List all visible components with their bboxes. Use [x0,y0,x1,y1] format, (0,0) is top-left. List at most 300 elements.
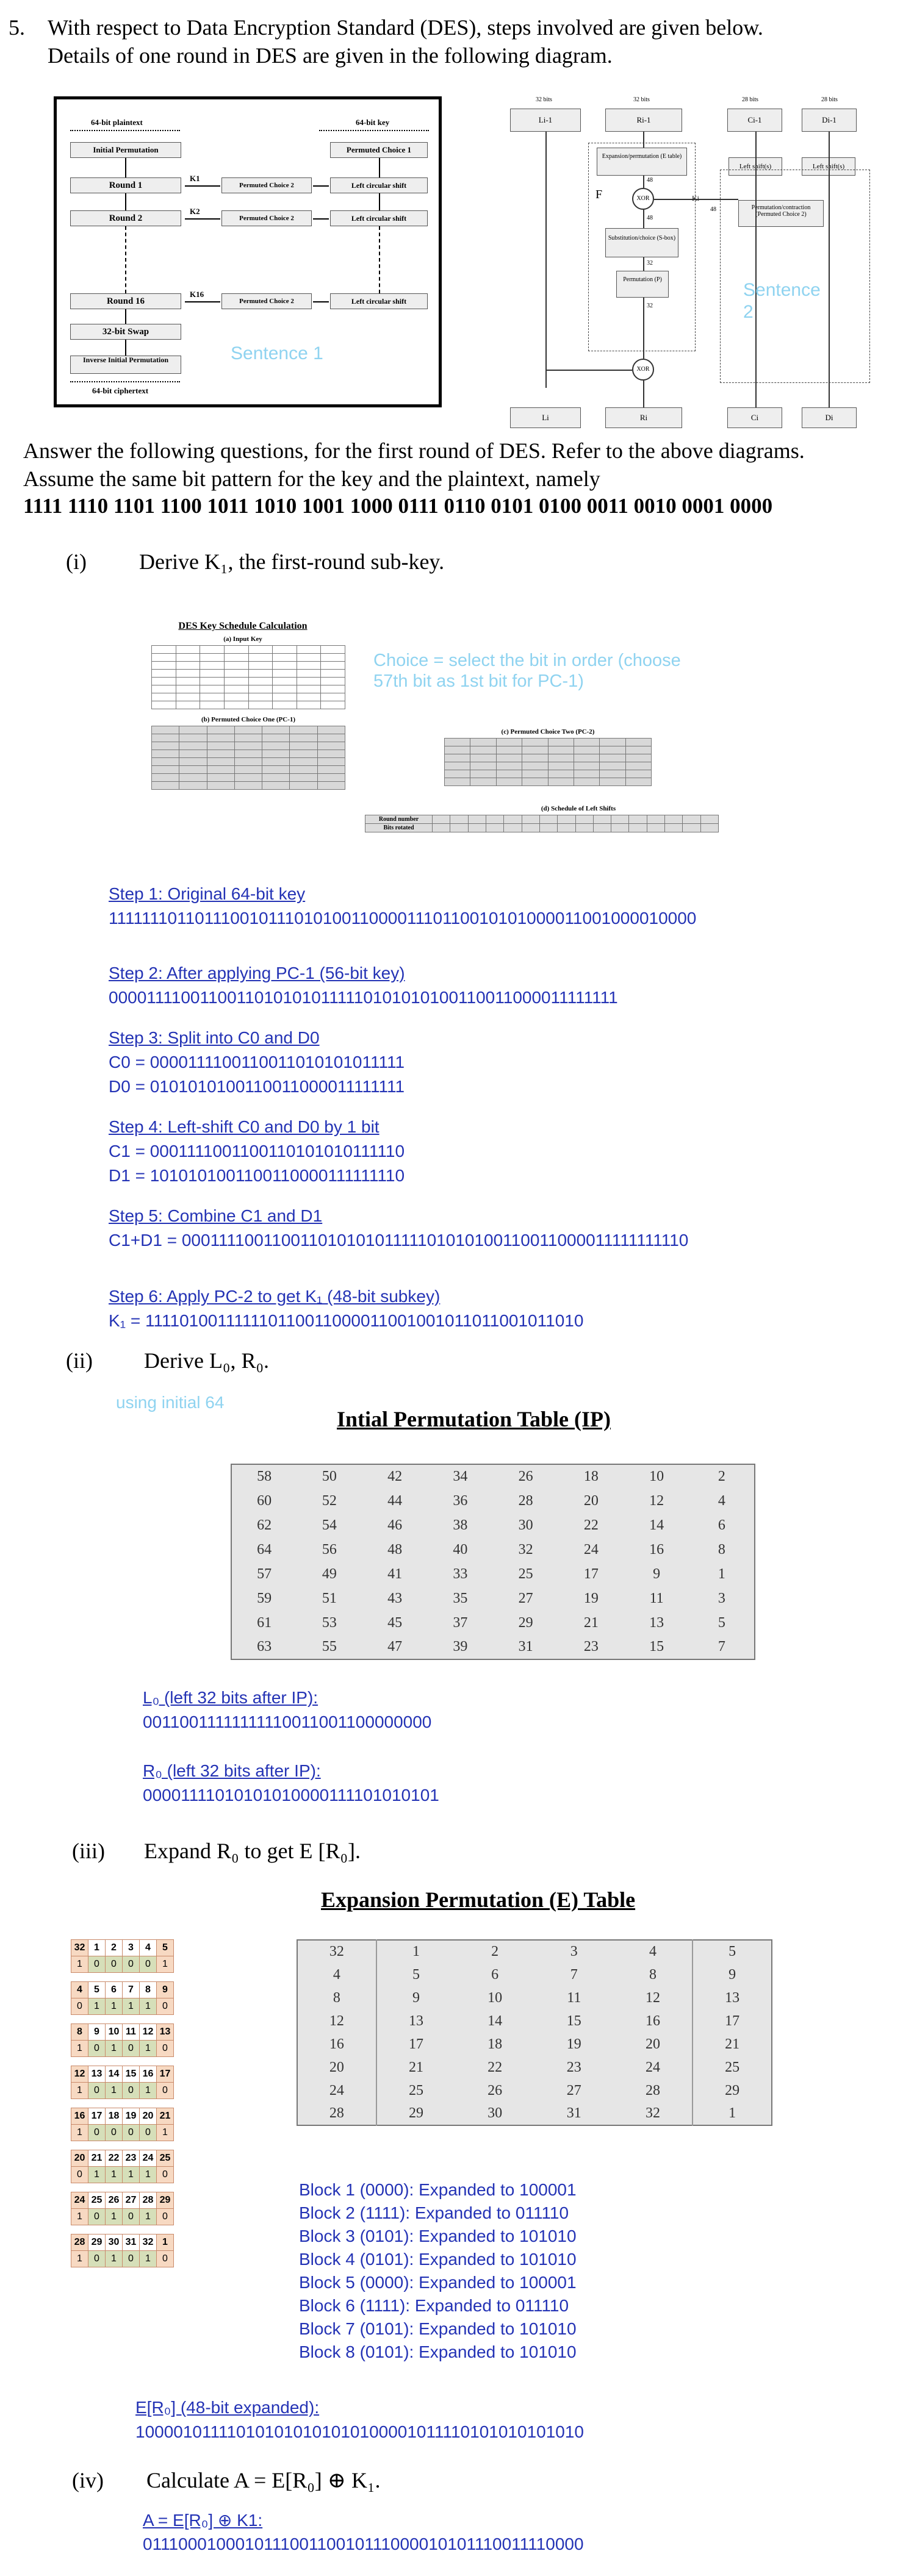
bit-position-cell: 10 [106,2024,123,2041]
bit-value-cell: 1 [71,2125,88,2141]
er0-heading: E[R₀] (48-bit expanded): [135,2398,320,2417]
ip-table [231,1464,755,1660]
bit-position-cell: 16 [71,2108,88,2125]
step-heading: Step 3: Split into C0 and D0 [109,1028,320,1047]
e-row [297,1986,772,2009]
schedule-cell [496,770,522,778]
left-shift-c-box: Left shift(s) [729,157,782,176]
ip-cell: 1 [718,1565,725,1582]
bit-value-cell: 1 [157,1956,174,1973]
e-cell: 4 [614,1940,693,1963]
left-shift-box-16: Left circular shift [330,293,428,309]
schedule-cell [176,685,200,693]
k1-label: K1 [190,174,200,183]
schedule-cell [445,778,470,786]
ip-row [231,1562,755,1586]
bit-value-cell: 0 [88,2041,106,2057]
schedule-cell [273,670,297,678]
schedule-cell [625,754,651,762]
schedule-cell [317,782,345,790]
schedule-cell [176,701,200,709]
schedule-cell [522,746,548,754]
part-4-label: (iv) [72,2468,104,2492]
schedule-cell [248,654,273,662]
schedule-cell [234,742,262,750]
ip-cell: 43 [387,1590,403,1606]
e-cell: 12 [297,2009,376,2033]
left-shift-d-box: Left shift(s) [802,157,855,176]
bit-value-cell: 0 [157,2083,174,2099]
schedule-cell [574,770,599,778]
bit-position-cell: 20 [71,2150,88,2167]
e-cell: 28 [614,2079,693,2102]
expansion-blocks [71,1939,174,2276]
permutation-box: Permutation (P) [616,271,669,298]
schedule-cell [152,693,176,701]
e-cell: 24 [297,2079,376,2102]
schedule-cell [297,654,321,662]
schedule-cell [321,654,345,662]
schedule-cell [290,742,317,750]
bit-position-cell: 12 [140,2024,157,2041]
e-cell: 14 [487,2012,503,2029]
schedule-cell [600,739,625,746]
ip-cell: 30 [518,1517,533,1533]
ip-row [231,1586,755,1611]
expansion-block-table [71,2150,174,2183]
ip-cell: 14 [649,1517,664,1533]
ip-row [231,1635,755,1659]
expanded-block-line: Block 8 (0101): Expanded to 101010 [299,2342,577,2361]
ip-cell: 56 [322,1541,337,1558]
bit-position-cell: 21 [157,2108,174,2125]
schedule-cell [297,701,321,709]
expanded-blocks-list [299,2178,577,2364]
schedule-cell [297,678,321,685]
bit-position-cell: 32 [140,2234,157,2251]
e-cell: 7 [570,1966,578,1983]
bit-position-cell: 23 [123,2150,140,2167]
ip-cell: 4 [718,1492,725,1509]
ip-cell: 8 [718,1541,725,1558]
shift-cell [665,815,683,824]
bit-position-cell: 27 [123,2192,140,2209]
schedule-cell [273,654,297,662]
schedule-cell [262,734,290,742]
schedule-cell [207,758,234,766]
e-cell: 1 [729,2105,736,2121]
bit-count-label: 48 [647,177,653,184]
bit-value-cell: 0 [123,2251,140,2267]
schedule-cell [200,693,225,701]
schedule-cell [321,693,345,701]
ip-cell: 33 [453,1565,468,1582]
expansion-block-table [71,2023,174,2057]
shift-cell [450,815,468,824]
shift-cell [700,824,718,832]
schedule-cell [496,746,522,754]
schedule-cell [224,670,248,678]
shift-cell [593,815,611,824]
bit-value-cell: 0 [157,2251,174,2267]
part-3-label: (iii) [72,1839,105,1863]
schedule-cell [548,762,574,770]
bit-position-cell: 17 [88,2108,106,2125]
schedule-cell [273,662,297,670]
schedule-cell [470,754,496,762]
sbox-box: Substitution/choice (S-box) [605,228,678,257]
schedule-cell [176,662,200,670]
schedule-cell [262,782,290,790]
schedule-cell [522,770,548,778]
pc2-box-16: Permuted Choice 2 [221,293,312,309]
e-row [297,1940,772,1963]
schedule-cell [445,746,470,754]
bit-value-cell: 0 [71,1998,88,2015]
bit-value-cell: 0 [88,2209,106,2225]
schedule-cell [317,734,345,742]
expansion-block-table [71,2066,174,2099]
e-cell: 19 [566,2036,581,2052]
ip-cell: 7 [718,1639,725,1655]
expansion-block-table [71,2234,174,2267]
schedule-cell [152,646,176,654]
ip-cell: 26 [518,1469,533,1484]
schedule-cell [224,701,248,709]
shift-cell [629,815,647,824]
schedule-cell [548,770,574,778]
step-value: C1+D1 = 00011110011001101010101111101010100110011000011111111110 [109,1231,689,1250]
schedule-cell [176,654,200,662]
schedule-cell [290,774,317,782]
shift-cell [683,815,700,824]
bit-position-cell: 24 [71,2192,88,2209]
bit-position-cell: 31 [123,2234,140,2251]
schedule-cell [574,746,599,754]
schedule-cell [234,782,262,790]
ip-cell: 12 [649,1492,664,1509]
k16-label: K16 [190,290,204,299]
ip-cell: 3 [718,1590,725,1606]
input-key-caption: (a) Input Key [223,635,262,643]
l-prev-box: Li-1 [510,109,581,132]
schedule-cell [600,778,625,786]
bit-value-cell: 1 [71,1956,88,1973]
c-prev-box: Ci-1 [727,109,782,132]
bit-value-cell: 1 [88,1998,106,2015]
shift-cell [575,824,593,832]
ip-cell: 24 [583,1541,599,1558]
shift-cell [558,815,575,824]
schedule-cell [179,766,207,774]
part-1-label: (i) [66,549,87,574]
schedule-cell [522,754,548,762]
schedule-cell [470,770,496,778]
ip-cell: 40 [453,1541,468,1558]
schedule-cell [234,774,262,782]
ip-cell: 58 [257,1469,272,1484]
bit-position-cell: 22 [106,2150,123,2167]
schedule-cell [248,701,273,709]
c-next-box: Ci [727,407,782,428]
ciphertext-label: 64-bit ciphertext [92,386,149,395]
e-cell: 16 [297,2033,376,2056]
ip-cell: 10 [649,1469,664,1484]
e-table-title: Expansion Permutation (E) Table [321,1887,636,1912]
bit-position-cell: 7 [123,1982,140,1998]
schedule-cell [297,693,321,701]
shift-cell [433,815,450,824]
sentence-2-label: Sentence 2 [743,280,821,322]
ip-cell: 25 [518,1565,533,1582]
e-cell: 3 [570,1944,578,1959]
schedule-cell [262,766,290,774]
schedule-cell [522,778,548,786]
ip-cell: 16 [649,1541,664,1558]
l-next-box: Li [510,407,581,428]
bit-position-cell: 28 [140,2192,157,2209]
part-4-text: Calculate A = E[R₀] ⊕ K₁. [146,2468,381,2492]
schedule-cell [152,766,179,774]
l0-value: 00110011111111110011001100000000 [143,1712,432,1731]
bit-count-label: 32 [647,302,653,309]
schedule-cell [152,750,179,758]
ip-row [231,1537,755,1562]
schedule-cell [445,739,470,746]
schedule-cell [152,701,176,709]
schedule-cell [248,646,273,654]
ip-cell: 52 [322,1492,337,1509]
r-prev-box: Ri-1 [605,109,682,132]
r-next-box: Ri [605,407,682,428]
e-cell: 8 [297,1986,376,2009]
shift-cell [611,815,629,824]
shift-cell [522,824,539,832]
schedule-cell [207,750,234,758]
bit-value-cell: 0 [157,1998,174,2015]
bit-position-cell: 18 [106,2108,123,2125]
bit-value-cell: 1 [106,2209,123,2225]
e-cell: 22 [487,2059,503,2075]
ip-cell: 18 [583,1469,599,1484]
schedule-cell [445,770,470,778]
bit-value-cell: 0 [123,2209,140,2225]
bit-value-cell: 1 [140,2251,157,2267]
e-cell: 21 [725,2036,740,2052]
step-heading: Step 4: Left-shift C0 and D0 by 1 bit [109,1117,380,1136]
schedule-cell [321,678,345,685]
shift-cell [433,824,450,832]
schedule-cell [522,762,548,770]
input-key-table [151,645,345,709]
e-cell: 20 [297,2056,376,2079]
schedule-cell [574,739,599,746]
pc2-contraction-box: Permutation/contraction (Permuted Choice 2) [738,200,824,227]
inverse-ip-box: Inverse Initial Permutation [70,356,181,374]
part-1-text: Derive K₁, the first-round sub-key. [139,549,445,574]
schedule-cell [273,678,297,685]
shift-cell [468,824,486,832]
ip-cell: 34 [453,1469,468,1484]
ip-cell: 44 [387,1492,403,1509]
expansion-block-table [71,1981,174,2015]
bit-value-cell: 0 [140,2125,157,2141]
ip-cell: 37 [453,1614,468,1631]
bit-value-cell: 1 [106,2167,123,2183]
ip-cell: 20 [583,1492,599,1509]
schedule-cell [317,726,345,734]
shift-cell [468,815,486,824]
bit-position-cell: 24 [140,2150,157,2167]
shift-cell [450,824,468,832]
bit-value-cell: 1 [88,2167,106,2183]
ip-cell: 11 [649,1590,664,1606]
e-cell: 20 [614,2033,693,2056]
pc2-box-2: Permuted Choice 2 [221,210,312,226]
ip-cell: 28 [518,1492,533,1509]
ip-cell: 53 [322,1614,337,1631]
e-row [297,2079,772,2102]
schedule-cell [152,678,176,685]
shift-schedule-caption: (d) Schedule of Left Shifts [541,805,616,812]
schedule-cell [207,734,234,742]
step-heading: Step 1: Original 64-bit key [109,884,306,903]
shift-cell [700,815,718,824]
e-cell: 5 [412,1966,420,1983]
ip-cell: 35 [453,1590,468,1606]
step-value: 00001111001100110101010111110101010100110011000011111111 [109,988,618,1007]
expanded-block-line: Block 2 (1111): Expanded to 011110 [299,2203,569,2222]
step-value-2: D0 = 0101010100110011000011111111 [109,1077,405,1096]
e-cell: 32 [614,2102,693,2125]
schedule-cell [248,693,273,701]
schedule-cell [290,782,317,790]
step-value-2: D1 = 1010101001100110000111111110 [109,1166,405,1185]
e-cell: 30 [487,2105,503,2121]
e-cell: 25 [408,2082,423,2098]
schedule-cell [179,758,207,766]
ip-cell: 45 [387,1614,403,1631]
step-value: C1 = 0001111001100110101010111110 [109,1142,405,1161]
answer-intro-2: Assume the same bit pattern for the key and the plaintext, namely [23,467,600,491]
bit-value-cell: 1 [123,1998,140,2015]
schedule-cell [317,774,345,782]
key-label: 64-bit key [356,118,390,127]
bit-value-cell: 1 [140,2167,157,2183]
bit-position-cell: 6 [106,1982,123,1998]
bit-count-label: 48 [647,215,653,221]
f-label: F [595,188,603,201]
expanded-block-line: Block 7 (0101): Expanded to 101010 [299,2319,577,2338]
ip-cell: 2 [718,1469,725,1484]
expansion-block-table [71,2192,174,2225]
round-number-header: Round number [365,815,433,824]
schedule-cell [262,774,290,782]
schedule-cell [200,646,225,654]
e-row [297,1963,772,1986]
e-cell: 15 [566,2012,581,2029]
expanded-block-line: Block 1 (0000): Expanded to 100001 [299,2180,577,2199]
bit-position-cell: 20 [140,2108,157,2125]
bit-value-cell: 0 [157,2167,174,2183]
ip-cell: 55 [322,1639,337,1655]
width-label: 28 bits [821,96,838,103]
schedule-cell [152,742,179,750]
des-overview-figure [54,96,442,407]
schedule-cell [321,670,345,678]
pc1-box: Permuted Choice 1 [330,142,428,158]
schedule-cell [234,750,262,758]
schedule-cell [200,662,225,670]
step-heading: Step 2: After applying PC-1 (56-bit key) [109,964,405,982]
schedule-cell [321,701,345,709]
expansion-box: Expansion/permutation (E table) [597,148,687,176]
bit-position-cell: 4 [140,1940,157,1956]
bit-position-cell: 15 [123,2066,140,2083]
er0-value: 100001011110101010101010100001011110101010101010 [135,2422,584,2441]
bits-rotated-header: Bits rotated [365,824,433,832]
bit-count-label: 48 [710,206,716,213]
expanded-block-line: Block 3 (0101): Expanded to 101010 [299,2227,577,2245]
schedule-cell [297,646,321,654]
ip-cell: 61 [257,1614,272,1631]
schedule-cell [470,739,496,746]
schedule-cell [445,762,470,770]
schedule-cell [574,778,599,786]
schedule-cell [317,750,345,758]
bit-value-cell: 1 [140,2041,157,2057]
bit-position-cell: 9 [157,1982,174,1998]
r0-heading: R₀ (left 32 bits after IP): [143,1761,321,1780]
bit-position-cell: 29 [157,2192,174,2209]
ip-cell: 5 [718,1614,725,1631]
ip-cell: 27 [518,1590,533,1606]
ip-cell: 63 [257,1639,272,1655]
schedule-cell [625,762,651,770]
bit-position-cell: 21 [88,2150,106,2167]
shift-cell [683,824,700,832]
bit-value-cell: 0 [88,2125,106,2141]
initial-permutation-box: Initial Permutation [70,142,181,158]
schedule-cell [224,693,248,701]
bit-value-cell: 1 [71,2083,88,2099]
schedule-cell [625,739,651,746]
e-cell: 4 [297,1963,376,1986]
r0-value: 00001111010101010000111101010101 [143,1786,439,1805]
schedule-cell [200,654,225,662]
step-value: C0 = 0000111100110011010101011111 [109,1053,405,1072]
schedule-cell [496,739,522,746]
bit-value-cell: 1 [140,1998,157,2015]
schedule-cell [179,750,207,758]
des-round-figure [497,96,891,429]
ip-cell: 39 [453,1639,468,1655]
bit-count-label: 32 [647,260,653,267]
shift-cell [593,824,611,832]
bit-value-cell: 0 [106,2125,123,2141]
e-cell: 17 [408,2036,423,2052]
e-table [297,1939,772,2126]
schedule-cell [152,726,179,734]
ip-cell: 48 [387,1541,403,1558]
bit-value-cell: 0 [106,1956,123,1973]
width-label: 28 bits [742,96,758,103]
ip-row [231,1464,755,1489]
ip-cell: 62 [257,1517,272,1533]
ip-cell: 57 [257,1565,272,1582]
bit-value-cell: 1 [71,2209,88,2225]
d-next-box: Di [802,407,857,428]
